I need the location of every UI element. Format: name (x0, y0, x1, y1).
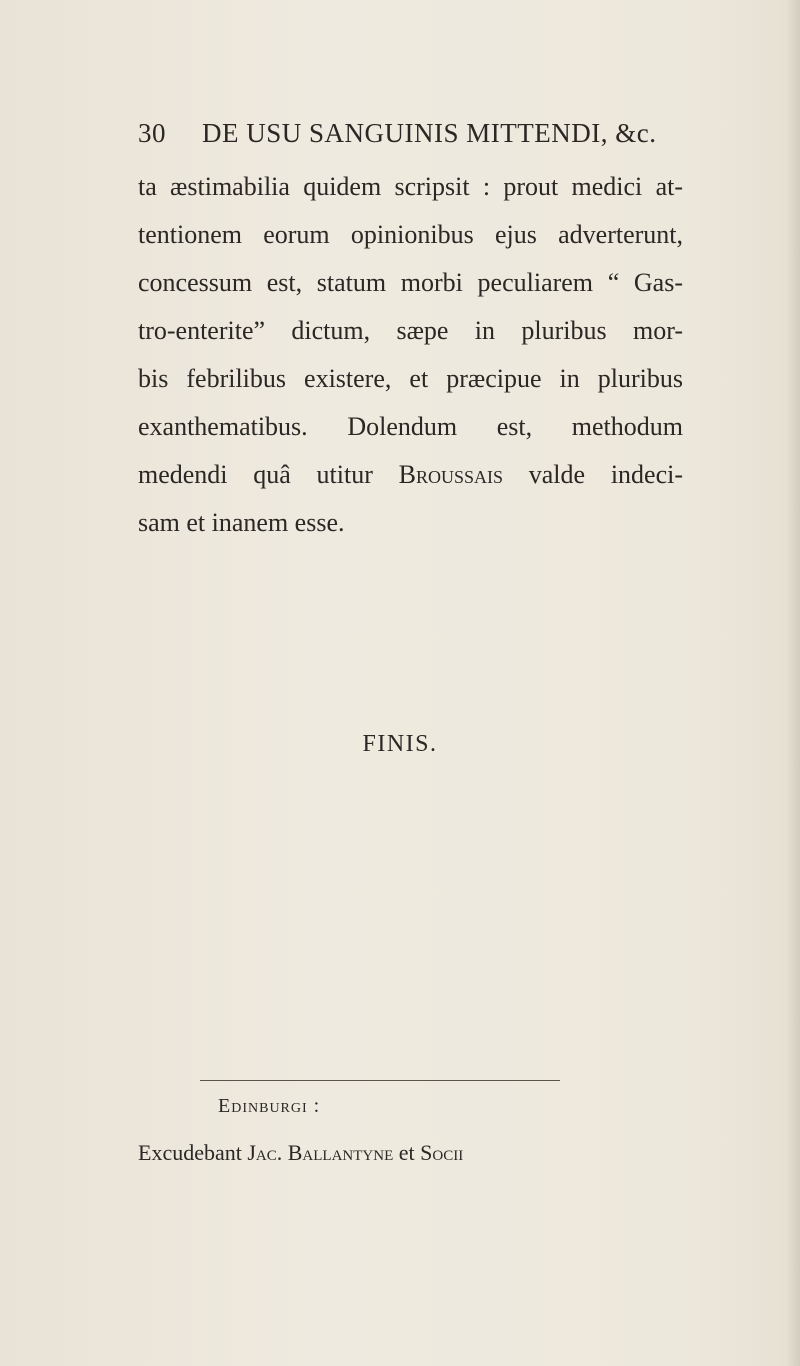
author-name-broussais: Broussais (398, 460, 504, 489)
text-line-8: sam et inanem esse. (138, 508, 345, 537)
text-line-7 (138, 451, 683, 499)
text-line-4: tro-enterite” dictum, sæpe in pluribus mor- (138, 316, 683, 345)
text-line-5: bis febrilibus existere, et præcipue in pluribus (138, 364, 683, 393)
text-line-7-start: medendi quâ utitur (138, 460, 373, 489)
running-head-title (202, 118, 656, 149)
imprint-printer (138, 1140, 463, 1166)
imprint-prefix: Excudebant (138, 1140, 242, 1165)
page-edge-shadow (786, 0, 800, 1366)
text-line-3: concessum est, statum morbi peculiarem “ Gas- (138, 268, 683, 297)
imprint-suffix: et (398, 1140, 415, 1165)
imprint-place: Edinburgi : (218, 1095, 321, 1117)
finis-heading: FINIS. (362, 731, 438, 757)
body-paragraph (138, 163, 683, 547)
imprint-socii: Socii (420, 1140, 464, 1165)
imprint-printer-name: Jac. Ballantyne (247, 1140, 394, 1165)
running-head (138, 118, 698, 158)
text-line-7-end: valde indeci- (528, 460, 683, 489)
page-number: 30 (138, 118, 166, 148)
running-head-etc: &c. (615, 118, 657, 148)
running-head-title-text: DE USU SANGUINIS MITTENDI, (202, 118, 608, 148)
text-line-1: ta æstimabilia quidem scripsit : prout medici at- (138, 172, 683, 201)
text-line-2: tentionem eorum opinionibus ejus adverterunt, (138, 220, 683, 249)
text-line-6: exanthematibus. Dolendum est, methodum (138, 412, 683, 441)
imprint-rule (200, 1080, 560, 1081)
